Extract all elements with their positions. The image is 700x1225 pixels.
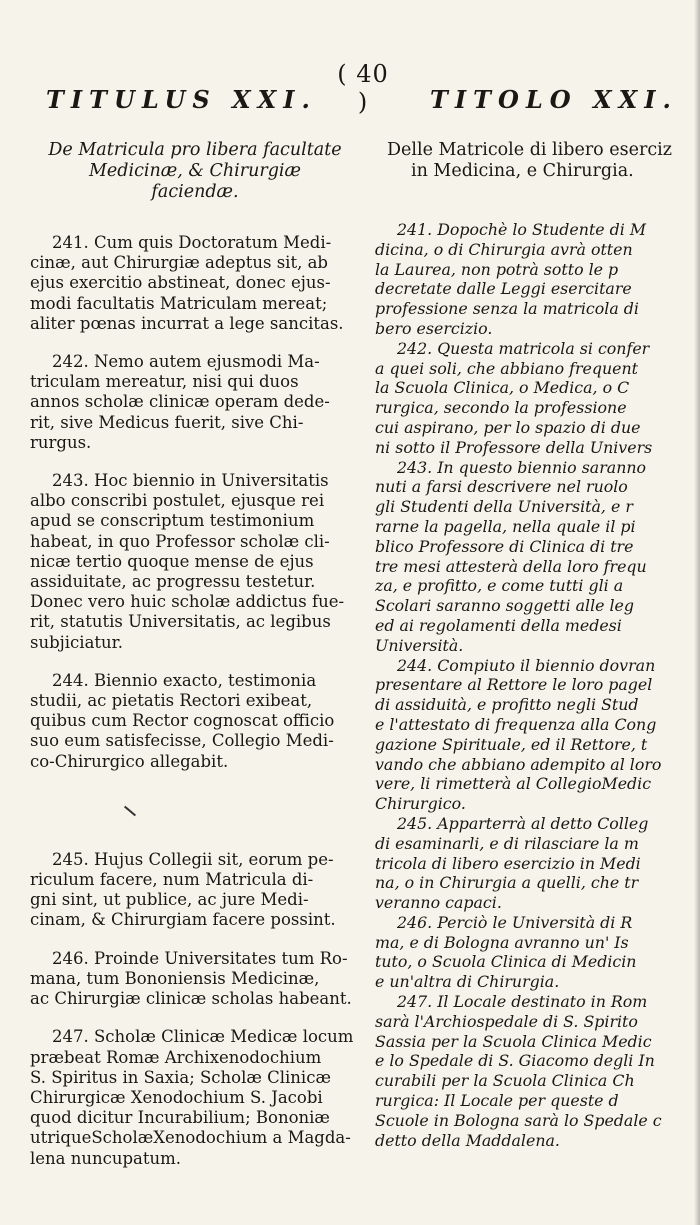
text-line: suo eum satisfecisse, Collegio Medi-	[30, 731, 334, 751]
text-line: ni sotto il Professore della Univers	[375, 437, 653, 457]
text-line: e l'attestato di frequenza alla Cong	[375, 714, 657, 734]
text-line: Scuole in Bologna sarà lo Spedale c	[375, 1110, 662, 1130]
text-line: ejus exercitio abstineat, donec ejus-	[30, 273, 331, 293]
page-number: ( 40 )	[337, 60, 389, 116]
text-line: professione senza la matricola di	[375, 299, 639, 319]
text-line: lena nuncupatum.	[30, 1148, 182, 1168]
text-line: mana, tum Bononiensis Medicinæ,	[30, 968, 320, 988]
text-line: studii, ac pietatis Rectori exibeat,	[30, 691, 313, 711]
text-line: 242. Questa matricola si confer	[397, 338, 650, 358]
text-line: ed ai regolamenti della medesi	[375, 615, 622, 635]
text-line: a quei soli, che abbiano frequent	[375, 358, 639, 378]
text-line: decretate dalle Leggi esercitare	[375, 279, 632, 299]
text-line: præbeat Romæ Archixenodochium	[30, 1047, 322, 1067]
text-line: 243. In questo biennio saranno	[397, 457, 647, 477]
text-line: rit, statutis Universitatis, ac legibus	[30, 612, 331, 632]
text-line: 245. Apparterrà al detto Colleg	[397, 813, 649, 833]
text-line: 247. Scholæ Clinicæ Medicæ locum	[52, 1027, 354, 1047]
paragraph-gap	[30, 772, 360, 850]
text-line: blico Professore di Clinica di tre	[375, 536, 634, 556]
latin-paragraph	[30, 850, 360, 931]
latin-paragraph	[30, 352, 360, 453]
text-line: 242. Nemo autem ejusmodi Ma-	[52, 352, 320, 372]
latin-body	[30, 233, 360, 1169]
text-line: nuti a farsi descrivere nel ruolo	[375, 477, 628, 497]
text-line: 244. Compiuto il biennio dovran	[397, 655, 656, 675]
text-line: riculum facere, num Matricula di-	[30, 870, 314, 890]
italian-title: TITOLO XXI.	[430, 85, 678, 114]
text-line: 247. Il Locale destinato in Rom	[397, 992, 648, 1012]
text-line: presentare al Rettore le loro pagel	[375, 675, 653, 695]
text-line: cinam, & Chirurgiam facere possint.	[30, 910, 336, 930]
paragraph-gap	[30, 453, 360, 471]
italian-paragraph	[375, 814, 700, 913]
text-line: tricola di libero esercizio in Medi	[375, 853, 641, 873]
text-line: na, o in Chirurgia a quelli, che tr	[375, 873, 639, 893]
text-line: quibus cum Rector cognoscat officio	[30, 711, 335, 731]
text-line: co-Chirurgico allegabit.	[30, 751, 229, 771]
text-line: 241. Cum quis Doctoratum Medi-	[52, 233, 332, 252]
text-line: 241. Dopochè lo Studente di M	[397, 220, 647, 239]
text-line: vando che abbiano adempito al loro	[375, 754, 662, 774]
latin-paragraph	[30, 671, 360, 772]
text-line: assiduitate, ac progressu testetur.	[30, 572, 316, 592]
text-line: vere, li rimetterà al CollegioMedic	[375, 774, 652, 794]
italian-subtitle	[387, 140, 700, 182]
text-line: cui aspirano, per lo spazio di due	[375, 417, 641, 437]
text-line: za, e profitto, e come tutti gli a	[375, 576, 624, 596]
paragraph-gap	[30, 1009, 360, 1027]
text-line: gazione Spirituale, ed il Rettore, t	[375, 734, 648, 754]
text-line: Scolari saranno soggetti alle leg	[375, 596, 635, 616]
text-line: di esaminarli, e di rilasciare la m	[375, 833, 639, 853]
text-line: S. Spiritus in Saxia; Scholæ Clinicæ	[30, 1067, 331, 1087]
latin-subtitle-line: Medicinæ, & Chirurgiæ	[89, 161, 301, 181]
text-line: Chirurgicæ Xenodochium S. Jacobi	[30, 1087, 323, 1107]
latin-subtitle-line: faciendæ.	[151, 182, 239, 202]
text-line: curabili per la Scuola Clinica Ch	[375, 1071, 635, 1091]
italian-body	[375, 220, 700, 1150]
text-line: nicæ tertio quoque mense de ejus	[30, 551, 314, 571]
latin-paragraph	[30, 471, 360, 653]
text-line: sarà l'Archiospedale di S. Spirito	[375, 1011, 638, 1031]
text-line: Università.	[375, 635, 464, 655]
text-line: subjiciatur.	[30, 632, 123, 652]
text-line: utriqueScholæXenodochium a Magda-	[30, 1128, 351, 1148]
text-line: apud se conscriptum testimonium	[30, 511, 315, 531]
paragraph-gap	[30, 653, 360, 671]
text-line: tre mesi attesterà della loro frequ	[375, 556, 647, 576]
text-line: aliter pœnas incurrat a lege sancitas.	[30, 313, 344, 333]
text-line: Chirurgico.	[375, 794, 466, 814]
text-line: Donec vero huic scholæ addictus fue-	[30, 592, 345, 612]
text-line: e lo Spedale di S. Giacomo degli In	[375, 1051, 655, 1071]
text-line: la Scuola Clinica, o Medica, o C	[375, 378, 630, 398]
latin-paragraph	[30, 233, 360, 334]
text-line: bero esercizio.	[375, 318, 493, 338]
text-line: albo conscribi postulet, ejusque rei	[30, 491, 325, 511]
text-line: gli Studenti della Università, e r	[375, 497, 633, 517]
paragraph-gap	[30, 931, 360, 949]
text-line: rit, sive Medicus fuerit, sive Chi-	[30, 412, 304, 432]
text-line: triculam mereatur, nisi qui duos	[30, 372, 299, 392]
italian-paragraph	[375, 913, 700, 992]
text-line: veranno capaci.	[375, 893, 502, 913]
italian-column	[375, 85, 700, 1150]
italian-paragraph	[375, 992, 700, 1150]
italian-paragraph	[375, 220, 700, 339]
italian-paragraph	[375, 656, 700, 814]
text-line: rurgus.	[30, 432, 92, 452]
latin-column	[30, 85, 360, 1169]
latin-paragraph	[30, 949, 360, 1010]
latin-title: TITULUS XXI.	[46, 85, 317, 114]
text-line: dicina, o di Chirurgia avrà otten	[375, 239, 633, 259]
text-line: tuto, o Scuola Clinica di Medicin	[375, 952, 637, 972]
text-line: modi facultatis Matriculam mereat;	[30, 293, 328, 313]
text-line: Sassia per la Scuola Clinica Medic	[375, 1031, 652, 1051]
text-line: 243. Hoc biennio in Universitatis	[52, 471, 329, 491]
text-line: habeat, in quo Professor scholæ cli-	[30, 531, 330, 551]
text-line: gni sint, ut publice, ac jure Medi-	[30, 890, 309, 910]
text-line: cinæ, aut Chirurgiæ adeptus sit, ab	[30, 253, 328, 273]
text-line: la Laurea, non potrà sotto le p	[375, 259, 619, 279]
text-line: ma, e di Bologna avranno un' Is	[375, 932, 629, 952]
page-edge-shadow	[694, 0, 700, 1225]
text-line: ac Chirurgiæ clinicæ scholas habeant.	[30, 989, 352, 1009]
text-line: rurgica: Il Locale per queste d	[375, 1091, 619, 1111]
text-line: annos scholæ clinicæ operam dede-	[30, 392, 330, 412]
text-line: rarne la pagella, nella quale il pi	[375, 516, 636, 536]
text-line: rurgica, secondo la professione	[375, 398, 627, 418]
latin-subtitle-line: De Matricula pro libera facultate	[48, 140, 342, 160]
text-line: quod dicitur Incurabilium; Bononiæ	[30, 1108, 330, 1128]
text-line: 246. Perciò le Università di R	[397, 912, 633, 932]
text-line: 246. Proinde Universitates tum Ro-	[52, 948, 348, 968]
text-line: e un'altra di Chirurgia.	[375, 972, 560, 992]
italian-subtitle-line: Delle Matricole di libero eserciz	[387, 140, 672, 160]
latin-subtitle	[30, 140, 360, 203]
text-line: di assiduità, e profitto negli Stud	[375, 695, 639, 715]
text-line: 244. Biennio exacto, testimonia	[52, 670, 317, 690]
text-line: detto della Maddalena.	[375, 1130, 560, 1150]
italian-paragraph	[375, 458, 700, 656]
italian-paragraph	[375, 339, 700, 458]
latin-paragraph	[30, 1027, 360, 1168]
italian-subtitle-line: in Medicina, e Chirurgia.	[411, 161, 634, 181]
text-line: 245. Hujus Collegii sit, eorum pe-	[52, 849, 334, 869]
paragraph-gap	[30, 334, 360, 352]
